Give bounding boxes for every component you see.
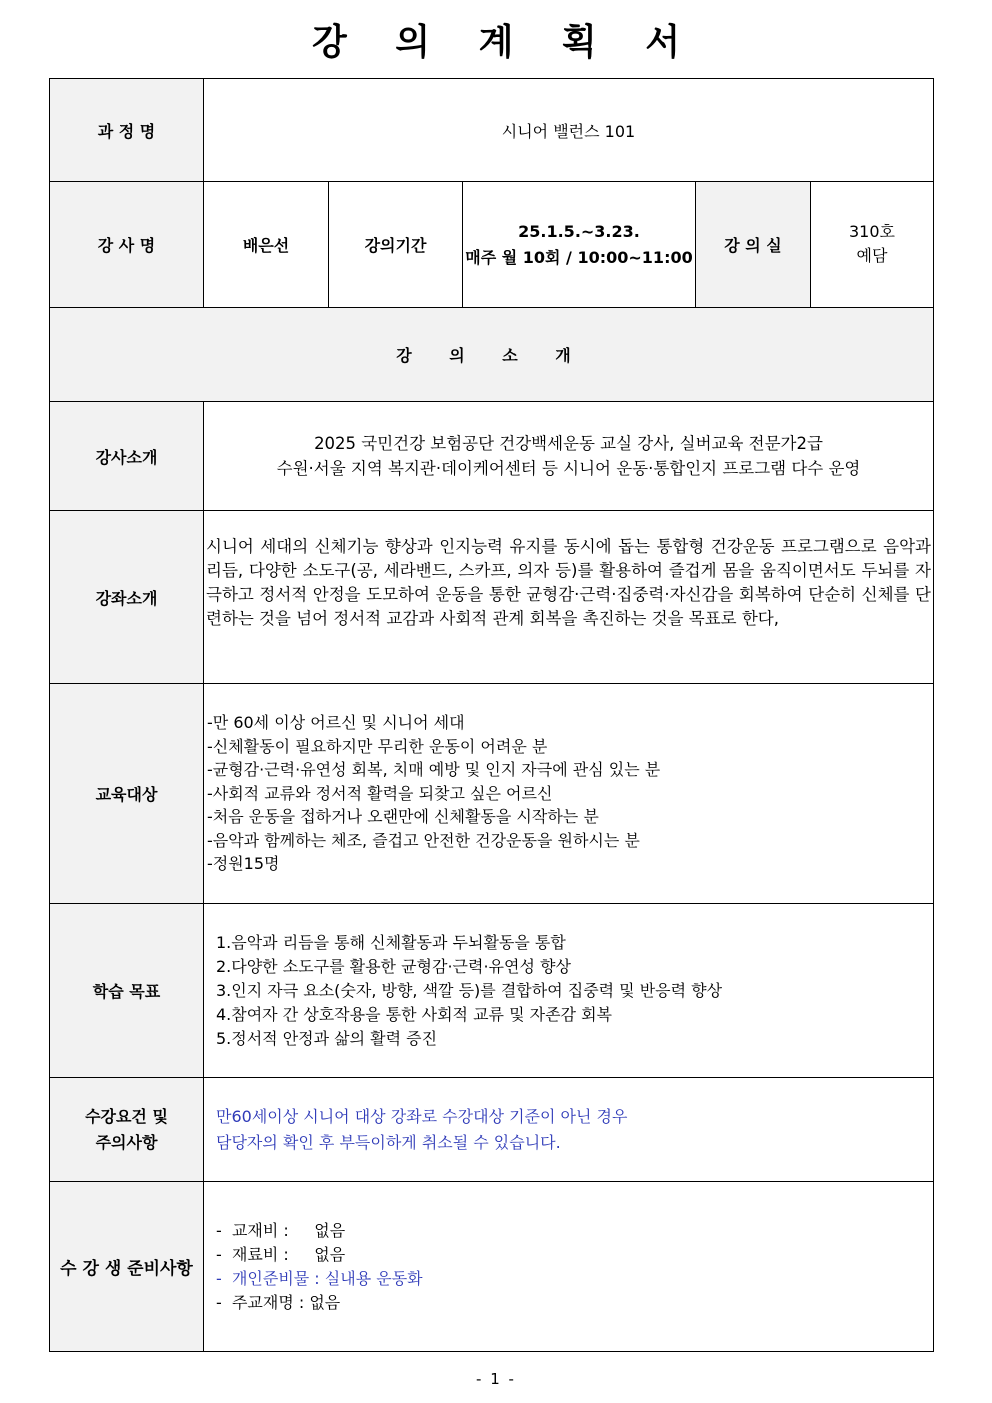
preparation-cell xyxy=(204,1182,934,1352)
prep-value: 실내용 운동화 xyxy=(324,1268,423,1288)
course-name: 시니어 밸런스 101 xyxy=(204,79,934,182)
target-row xyxy=(50,684,934,904)
goals-label: 학습 목표 xyxy=(50,904,204,1078)
goals-cell xyxy=(204,904,934,1078)
instructor-label: 강 사 명 xyxy=(50,182,204,308)
room-label: 강 의 실 xyxy=(696,182,811,308)
target-list xyxy=(204,711,933,876)
intro-section-heading: 강 의 소 개 xyxy=(396,346,587,365)
list-item: 5.정서적 안정과 삶의 활력 증진 xyxy=(216,1028,438,1048)
course-intro-label: 강좌소개 xyxy=(50,511,204,684)
page-number: - 1 - xyxy=(476,1370,516,1388)
instructor-name: 배은선 xyxy=(204,182,329,308)
list-item: 1.음악과 리듬을 통해 신체활동과 두뇌활동을 통합 xyxy=(216,932,566,952)
course-row xyxy=(50,79,934,182)
course-intro-text: 시니어 세대의 신체기능 향상과 인지능력 유지를 동시에 돕는 통합형 건강운동 프로그램으로 음악과 리듬, 다양한 소도구(공, 세라밴드, 스카프, 의자 등)를 활용하여 즐겁게 몸을 움직이면서도 두뇌를 자극하고 정서적 안정을 도모하여 운동을 통한 균형감·근력·집중력·자신감을 회복하여 단순히 신체를 단련하는 것을 넘어 정서적 교감과 사회적 관계 회복을 촉진하는 것을 목표로 한다, xyxy=(206,537,931,628)
intro-section-row xyxy=(50,308,934,402)
requirements-row xyxy=(50,1078,934,1182)
requirements-notice xyxy=(204,1104,933,1156)
instructor-intro-line: 수원·서울 지역 복지관·데이케어센터 등 시니어 운동·통합인지 프로그램 다수 운영 xyxy=(276,459,861,478)
lecture-plan-table xyxy=(49,78,934,1352)
prep-key: - 주교재명 : xyxy=(216,1292,305,1312)
goals-list xyxy=(204,931,933,1051)
period-value xyxy=(463,182,696,308)
list-item xyxy=(216,1267,933,1291)
room-value xyxy=(811,182,934,308)
preparation-label: 수 강 생 준비사항 xyxy=(50,1182,204,1352)
list-item: -정원15명 xyxy=(207,854,280,874)
target-cell xyxy=(204,684,934,904)
list-item: -음악과 함께하는 체조, 즐겁고 안전한 건강운동을 원하시는 분 xyxy=(207,830,640,850)
prep-value: 없음 xyxy=(309,1292,341,1312)
target-label: 교육대상 xyxy=(50,684,204,904)
list-item xyxy=(216,1219,933,1243)
period-schedule: 매주 월 10회 / 10:00~11:00 xyxy=(465,247,693,267)
instructor-intro-row xyxy=(50,402,934,511)
list-item xyxy=(216,1243,933,1267)
requirements-label-line: 주의사항 xyxy=(95,1132,158,1152)
list-item: 2.다양한 소도구를 활용한 균형감·근력·유연성 향상 xyxy=(216,956,571,976)
period-label: 강의기간 xyxy=(329,182,463,308)
instructor-intro-line: 2025 국민건강 보험공단 건강백세운동 교실 강사, 실버교육 전문가2급 xyxy=(314,434,823,453)
course-intro-row xyxy=(50,511,934,684)
instructor-intro-label: 강사소개 xyxy=(50,402,204,511)
list-item: -만 60세 이상 어르신 및 시니어 세대 xyxy=(207,713,465,733)
list-item: 3.인지 자극 요소(숫자, 방향, 색깔 등)를 결합하여 집중력 및 반응력 향상 xyxy=(216,980,723,1000)
requirements-label-line: 수강요건 및 xyxy=(85,1106,168,1126)
list-item xyxy=(216,1291,933,1315)
course-intro-cell xyxy=(204,511,934,684)
room-name: 예담 xyxy=(856,246,888,265)
notice-line: 만60세이상 시니어 대상 강좌로 수강대상 기준이 아닌 경우 xyxy=(216,1106,628,1126)
list-item: -신체활동이 필요하지만 무리한 운동이 어려운 분 xyxy=(207,736,548,756)
prep-value: 없음 xyxy=(314,1244,346,1264)
room-number: 310호 xyxy=(849,222,895,241)
intro-section-title xyxy=(50,308,934,402)
prep-key: - 개인준비물 : xyxy=(216,1268,320,1288)
requirements-cell xyxy=(204,1078,934,1182)
document-title: 강 의 계 획 서 xyxy=(311,21,698,63)
goals-row xyxy=(50,904,934,1078)
preparation-row xyxy=(50,1182,934,1352)
preparation-list xyxy=(204,1219,933,1315)
list-item: -사회적 교류와 정서적 활력을 되찾고 싶은 어르신 xyxy=(207,783,553,803)
period-dates: 25.1.5.~3.23. xyxy=(518,221,640,241)
list-item: -처음 운동을 접하거나 오랜만에 신체활동을 시작하는 분 xyxy=(207,807,599,827)
instructor-intro-text xyxy=(204,402,934,511)
list-item: 4.참여자 간 상호작용을 통한 사회적 교류 및 자존감 회복 xyxy=(216,1004,612,1024)
notice-line: 담당자의 확인 후 부득이하게 취소될 수 있습니다. xyxy=(216,1132,561,1152)
prep-key: - 교재비 : xyxy=(216,1220,289,1240)
list-item: -균형감·근력·유연성 회복, 치매 예방 및 인지 자극에 관심 있는 분 xyxy=(207,760,661,780)
course-label: 과 정 명 xyxy=(50,79,204,182)
prep-value: 없음 xyxy=(314,1220,346,1240)
instructor-row xyxy=(50,182,934,308)
requirements-label xyxy=(50,1078,204,1182)
prep-key: - 재료비 : xyxy=(216,1244,289,1264)
